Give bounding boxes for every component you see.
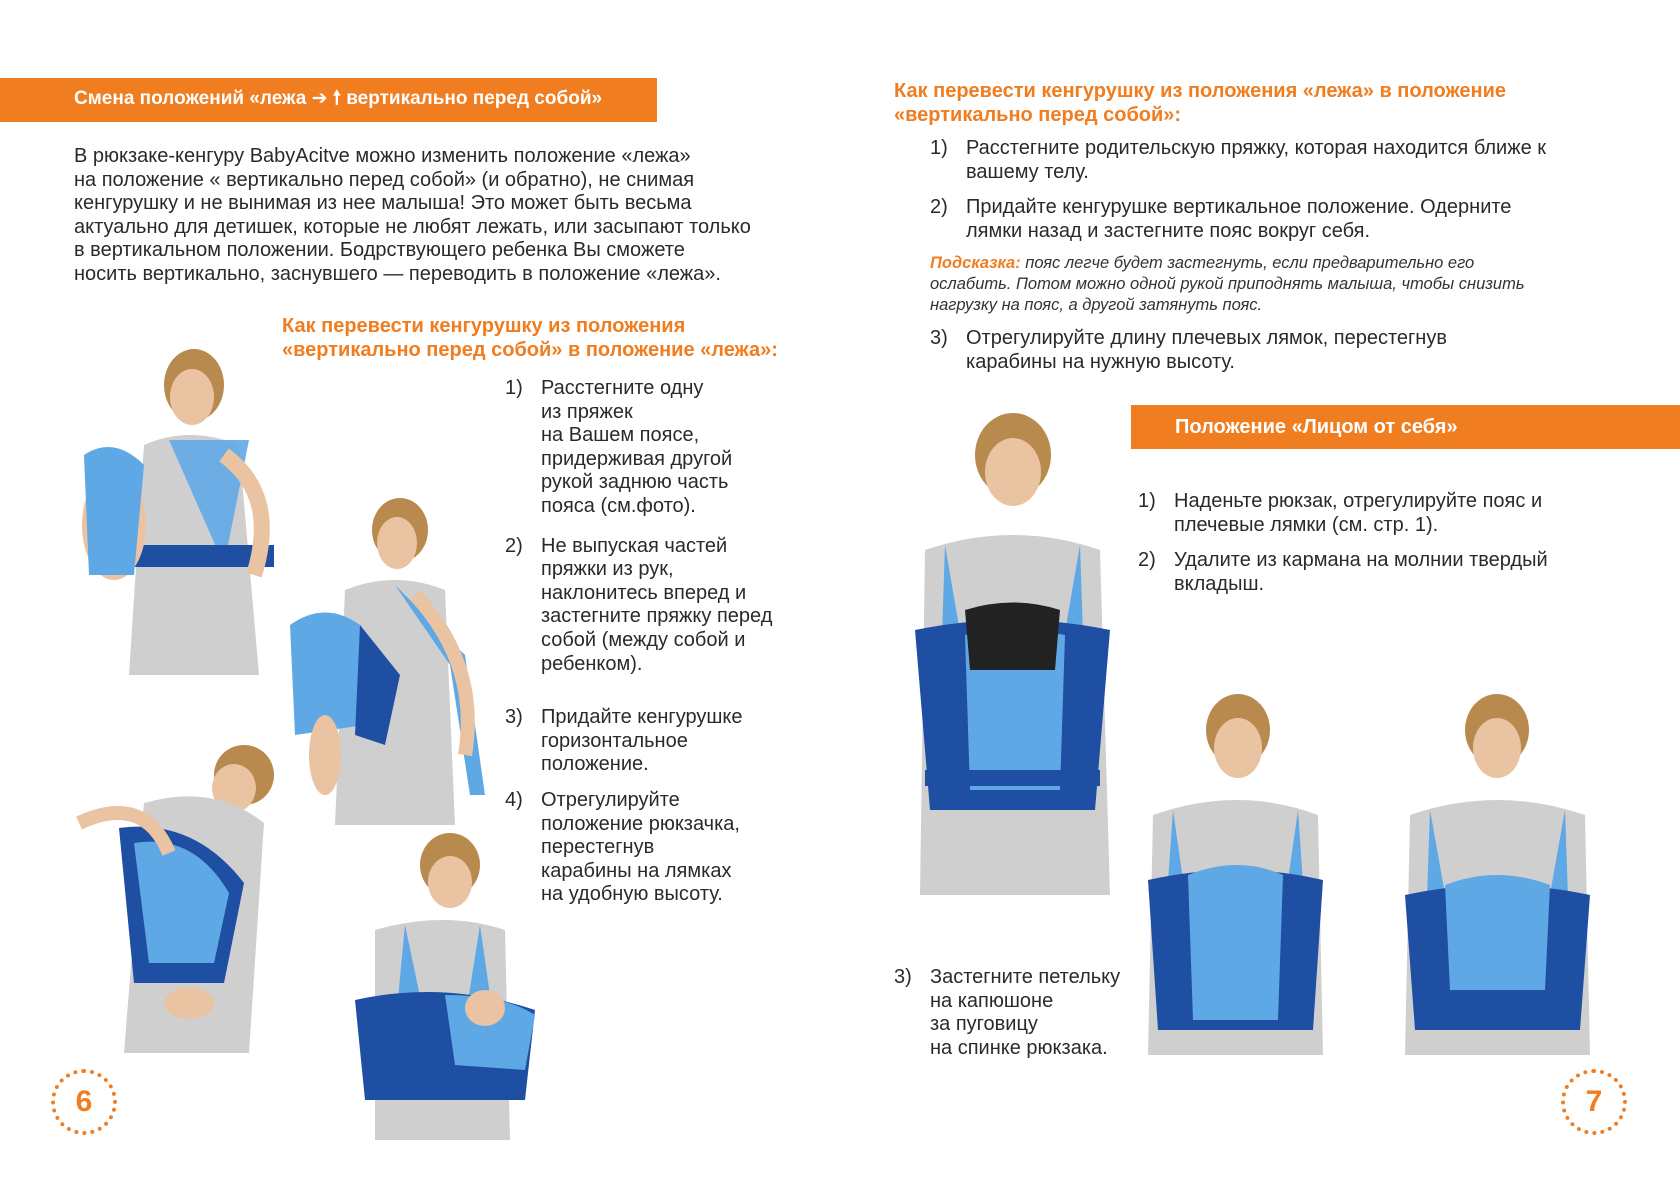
step-item <box>505 535 805 677</box>
step-item <box>894 966 1154 1060</box>
photo-hood-buckle-2 <box>1385 690 1607 1055</box>
photo-step1-unbuckle <box>74 345 284 675</box>
hint-line: пояс легче будет застегнуть, если предварительно его <box>1020 254 1475 272</box>
step-line: Отрегулируйте длину плечевых лямок, перестегнув <box>966 327 1447 349</box>
step-number: 4) <box>505 788 523 811</box>
intro-line: В рюкзаке-кенгуру BabyAcitve можно изменить положение «лежа» <box>74 145 691 167</box>
steps-list-left <box>505 377 805 923</box>
step-item <box>505 377 805 519</box>
step-line: пряжки из рук, <box>541 558 674 581</box>
section-title: Положение «Лицом от себя» <box>1175 415 1458 438</box>
step-number: 1) <box>505 377 523 399</box>
step-line: пояса (см.фото). <box>541 494 696 517</box>
step-line: рукой заднюю часть <box>541 471 729 494</box>
intro-line: носить вертикально, заснувшего — переводить в положение «лежа». <box>74 262 721 285</box>
step-line: Расстегните родительскую пряжку, которая находится ближе к <box>966 137 1547 159</box>
intro-line: в вертикальном положении. Бодрствующего ребенка Вы сможете <box>74 239 685 262</box>
steps-list-right-b <box>930 327 1610 374</box>
step-line: Расстегните одну <box>541 377 704 399</box>
photo-step3-horizontal <box>74 733 284 1053</box>
step-number: 2) <box>505 534 523 557</box>
step-line: Застегните петельку <box>930 966 1121 988</box>
page-number <box>51 1069 117 1135</box>
hint-line: ослабить. Потом можно одной рукой приподнять малыша, чтобы снизить <box>930 275 1525 293</box>
step-line: вкладыш. <box>1174 572 1265 595</box>
step-item <box>1138 549 1658 596</box>
step-number: 1) <box>1138 490 1156 512</box>
subheading-line: Как перевести кенгурушку из положения <box>282 315 686 337</box>
step-item <box>1138 490 1658 537</box>
step-line: наклонитесь вперед и <box>541 581 747 604</box>
photo-remove-insert <box>895 410 1130 895</box>
step-line: плечевые лямки (см. стр. 1). <box>1174 513 1439 536</box>
subheading-line: Как перевести кенгурушку из положения «лежа» в положение <box>894 80 1507 102</box>
step-number: 2) <box>1138 549 1156 572</box>
step-line: Отрегулируйте <box>541 788 680 811</box>
step-line: за пуговицу <box>930 1013 1038 1036</box>
step-line: лямки назад и застегните пояс вокруг себя. <box>966 219 1371 242</box>
step-number: 3) <box>894 966 912 988</box>
step-number: 3) <box>930 327 948 349</box>
step-line: ребенком). <box>541 652 643 675</box>
step-item <box>505 789 805 907</box>
photo-hood-buckle-1 <box>1133 690 1333 1055</box>
subheading-line: «вертикально перед собой»: <box>894 104 1182 126</box>
steps-list-hood <box>894 966 1154 1060</box>
step-line: перестегнув <box>541 836 655 859</box>
step-number: 1) <box>930 137 948 159</box>
steps-list-face-out <box>1138 490 1658 608</box>
step-line: горизонтальное <box>541 729 688 752</box>
step-line: Не выпуская частей <box>541 534 728 557</box>
step-line: из пряжек <box>541 400 633 423</box>
step-line: на удобную высоту. <box>541 883 723 906</box>
intro-line: на положение « вертикально перед собой» (и обратно), не снимая <box>74 168 695 191</box>
photo-step2-buckle-front <box>285 495 500 825</box>
step-line: придерживая другой <box>541 447 733 470</box>
intro-paragraph <box>74 145 794 287</box>
step-line: на Вашем поясе, <box>541 424 700 447</box>
step-line: на спинке рюкзака. <box>930 1036 1108 1059</box>
step-line: Придайте кенгурушке вертикальное положение. Одерните <box>966 196 1512 219</box>
step-item <box>930 327 1610 374</box>
step-line: застегните пряжку перед <box>541 605 773 628</box>
subheading-lying-to-upright <box>282 314 842 362</box>
step-item <box>505 706 805 777</box>
intro-line: актуально для детишек, которые не любят лежать, или засыпают только <box>74 215 751 238</box>
step-item <box>930 137 1610 184</box>
step-line: Придайте кенгурушке <box>541 706 743 729</box>
photo-step4-adjust <box>335 830 545 1140</box>
step-item <box>930 196 1610 243</box>
steps-list-right-a <box>930 137 1610 255</box>
step-line: на капюшоне <box>930 989 1054 1012</box>
step-line: карабины на лямках <box>541 859 732 882</box>
hint-note <box>930 253 1610 316</box>
section-title-band <box>1131 405 1680 449</box>
intro-line: кенгурушку и не вынимая из нее малыша! Это может быть весьма <box>74 192 692 215</box>
page-number-text: 6 <box>75 1085 93 1118</box>
subheading-line: «вертикально перед собой» в положение «лежа»: <box>282 339 778 361</box>
subheading-upright-from-lying <box>894 79 1594 127</box>
step-line: вашему телу. <box>966 160 1089 183</box>
step-number: 3) <box>505 706 523 729</box>
section-title: Смена положений «лежа ➔ 🠕 вертикально перед собой» <box>74 88 603 109</box>
section-title-band <box>0 78 657 122</box>
step-line: положение рюкзачка, <box>541 812 740 835</box>
page-number <box>1561 1069 1627 1135</box>
page-number-text: 7 <box>1585 1085 1603 1118</box>
step-line: Наденьте рюкзак, отрегулируйте пояс и <box>1174 490 1543 512</box>
step-line: карабины на нужную высоту. <box>966 350 1235 373</box>
step-line: положение. <box>541 753 649 776</box>
step-line: собой (между собой и <box>541 628 746 651</box>
hint-line: нагрузку на пояс, а другой затянуть пояс. <box>930 296 1263 314</box>
step-number: 2) <box>930 196 948 219</box>
step-line: Удалите из кармана на молнии твердый <box>1174 549 1548 572</box>
hint-label: Подсказка: <box>930 254 1021 272</box>
